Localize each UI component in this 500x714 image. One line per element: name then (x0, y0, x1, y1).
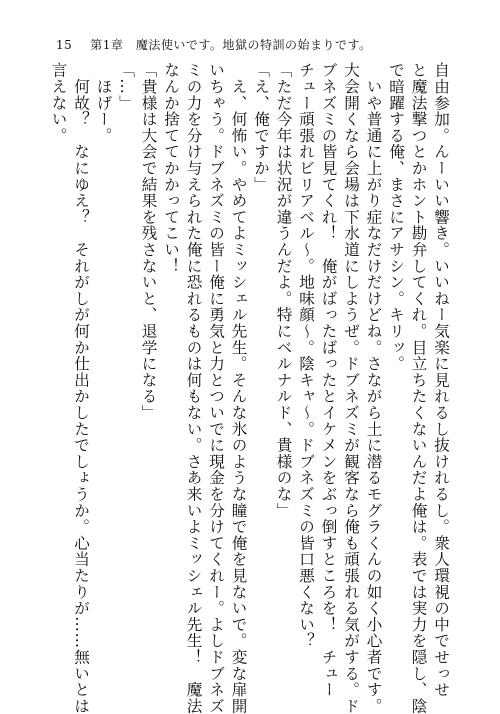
vertical-body-text (49, 62, 452, 714)
text-line: 「え、俺ですか」 (252, 62, 270, 193)
text-line: なんか捨ててかかってこい！ (162, 62, 180, 274)
text-line: と魔法撃つとかホント勘弁してくれ。目立ちたくないんだよ俺は。表では実力を隠し、陰 (409, 62, 428, 714)
text-line: 「ただ今年は状況が違うんだよ。特にベルナルド、貴様のな」 (274, 62, 293, 519)
text-line: いちゃう。ドブネズミの皆ー俺に勇気と力とついでに現金を分けてくれー。よしドブネズ (207, 62, 225, 714)
text-line: ブネズミの皆見てくれ！ 俺がばったばったとイケメンをぶっ倒すところを！ チュー (319, 62, 338, 698)
text-line: 自由参加。んーいい響き。いいねー気楽に見れるし抜けれるし。衆人環視の中でせっせ (432, 62, 450, 698)
text-line: 言えない。 (49, 62, 68, 144)
page-number: 15 (56, 38, 73, 52)
text-line: 「…」 (117, 62, 135, 111)
text-line: いや普通に上がり症なだけだけどね。さながら土に潜るモグラくんの如く小心者です。 (364, 62, 383, 714)
text-line: え、何怖い。やめてよミッシェル先生。そんな氷のような瞳で俺を見ないで。変な扉開 (229, 62, 248, 714)
text-line: ミの力を分け与えられた俺に恐れるものは何もない。さあ来いよミッシェル先生！ 魔法 (184, 62, 203, 714)
text-line: 何故？ なにゆえ？ それがしが何か仕出かしたでしょうか。心当たりが……無いとは (72, 62, 90, 714)
chapter-title: 第1章 魔法使いです。地獄の特訓の始まりです。 (90, 38, 372, 52)
text-line: 大会開くなら会場は下水道にしようぜ。ドブネズミが観客なら俺も頑張れる気がする。ド (342, 62, 360, 714)
text-line: 「貴様は大会で結果を残さないと、退学になる」 (139, 62, 158, 421)
text-line: ほげー。 (94, 62, 113, 144)
running-header (56, 36, 372, 53)
text-line: で暗躍する俺、まさにアサシン。キリッ。 (387, 62, 405, 372)
text-line: チュー頑張れビリアベル～。地味顔～。陰キャ～。ドブネズミの皆口悪くない？ (297, 62, 315, 649)
